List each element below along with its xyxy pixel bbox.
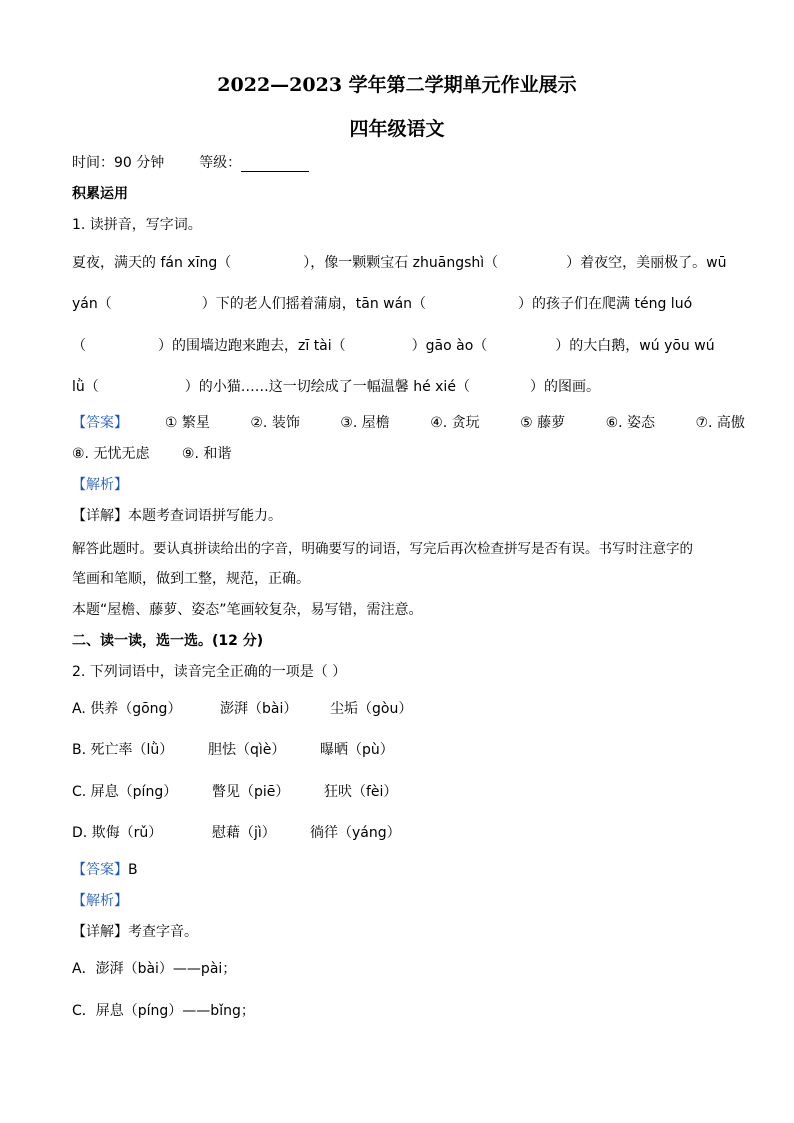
q1-text: yán（ xyxy=(72,296,112,312)
answer-item: ③. 屋檐 xyxy=(340,415,390,431)
q2-analysis-label: 【解析】 xyxy=(72,893,128,909)
option-word: 澎湃（bài） xyxy=(220,701,298,717)
section-heading-accumulate: 积累运用 xyxy=(72,186,128,202)
q2-prompt: 2. 下列词语中，读音完全正确的一项是（ ） xyxy=(72,664,347,680)
option-word: 尘垢（gòu） xyxy=(330,701,413,717)
q2-answer-text: 【答案】B xyxy=(72,862,138,878)
option-word: B. 死亡率（lǜ） xyxy=(72,742,174,758)
q1-text: ）的大白鹅，wú yōu wú xyxy=(555,338,715,354)
time-grade-line xyxy=(72,152,309,172)
q1-text: ）下的老人们摇着蒲扇，tān wán（ xyxy=(201,296,427,312)
grade-blank xyxy=(241,157,309,172)
q1-text: ）着夜空，美丽极了。wū xyxy=(566,255,727,271)
q2-option-c xyxy=(72,781,397,801)
option-word: 狂吠（fèi） xyxy=(324,784,398,800)
option-word: C. 屏息（píng） xyxy=(72,784,178,800)
q1-text: ）的小猫……这一切绘成了一幅温馨 hé xié（ xyxy=(184,379,470,395)
option-word: 徜徉（yáng） xyxy=(310,825,401,841)
explanation-para: 笔画和笔顺，做到工整，规范，正确。 xyxy=(72,571,310,587)
option-word: D. 欺侮（rǔ） xyxy=(72,825,163,841)
q1-prompt: 1. 读拼音，写字词。 xyxy=(72,217,202,233)
q1-answer-row-2 xyxy=(72,443,231,463)
option-word: 慰藉（jì） xyxy=(212,825,276,841)
q2-explain-c: C．屏息（píng）——bǐng； xyxy=(72,1003,255,1019)
grade-label: 等级： xyxy=(199,155,242,171)
analysis-label: 【解析】 xyxy=(72,477,128,493)
q1-text: （ xyxy=(72,338,86,354)
answer-item: ⑦. 高傲 xyxy=(695,415,745,431)
explanation-para: 解答此题时。要认真拼读给出的字音，明确要写的词语，写完后再次检查拼写是否有误。书写时注意字的 xyxy=(72,541,693,557)
option-word: 曝晒（pù） xyxy=(320,742,394,758)
answer-item: ④. 贪玩 xyxy=(430,415,480,431)
answer-item: ⑨. 和谐 xyxy=(181,446,232,462)
q2-option-b xyxy=(72,739,394,759)
q2-option-d xyxy=(72,822,401,842)
page-title: 2022—2023 学年第二学期单元作业展示 xyxy=(217,74,577,96)
q1-text: lǜ（ xyxy=(72,379,99,395)
q1-line-2 xyxy=(72,293,692,313)
q2-explain-a: A．澎湃（bài）——pài； xyxy=(72,961,237,977)
q1-line-1 xyxy=(72,252,727,272)
q1-text: ）的图画。 xyxy=(529,379,600,395)
answer-label: 【答案】 xyxy=(72,415,128,431)
page-subtitle: 四年级语文 xyxy=(349,118,445,140)
answer-item: ① 繁星 xyxy=(164,415,210,431)
q2-detail-text: 【详解】考查字音。 xyxy=(72,924,198,940)
q1-text: ），像一颗颗宝石 zhuāngshì（ xyxy=(303,255,499,271)
q1-text: ）的孩子们在爬满 téng luó xyxy=(518,296,693,312)
q1-text: ）的围墙边跑来跑去，zī tài（ xyxy=(158,338,346,354)
q1-line-4 xyxy=(72,376,600,396)
time-label: 时间：90 分钟 xyxy=(72,155,165,171)
answer-item: ⑧. 无忧无虑 xyxy=(72,446,150,462)
explanation-para: 本题“屋檐、藤萝、姿态”笔画较复杂，易写错，需注意。 xyxy=(72,602,423,618)
detail-text: 【详解】本题考查词语拼写能力。 xyxy=(72,508,282,524)
answer-item: ②. 装饰 xyxy=(250,415,300,431)
option-word: A. 供养（gōng） xyxy=(72,701,182,717)
option-word: 胆怯（qìè） xyxy=(208,742,286,758)
section-heading-read-choose: 二、读一读，选一选。(12 分) xyxy=(72,633,264,649)
q1-line-3 xyxy=(72,335,715,355)
answer-item: ⑤ 藤萝 xyxy=(520,415,566,431)
q1-answer-row-1 xyxy=(72,412,745,432)
q2-option-a xyxy=(72,698,412,718)
q1-text: 夏夜，满天的 fán xīng（ xyxy=(72,255,232,271)
answer-item: ⑥. 姿态 xyxy=(605,415,656,431)
q1-text: ）gāo ào（ xyxy=(411,338,488,354)
option-word: 瞥见（piē） xyxy=(212,784,290,800)
q2-answer xyxy=(72,859,138,879)
